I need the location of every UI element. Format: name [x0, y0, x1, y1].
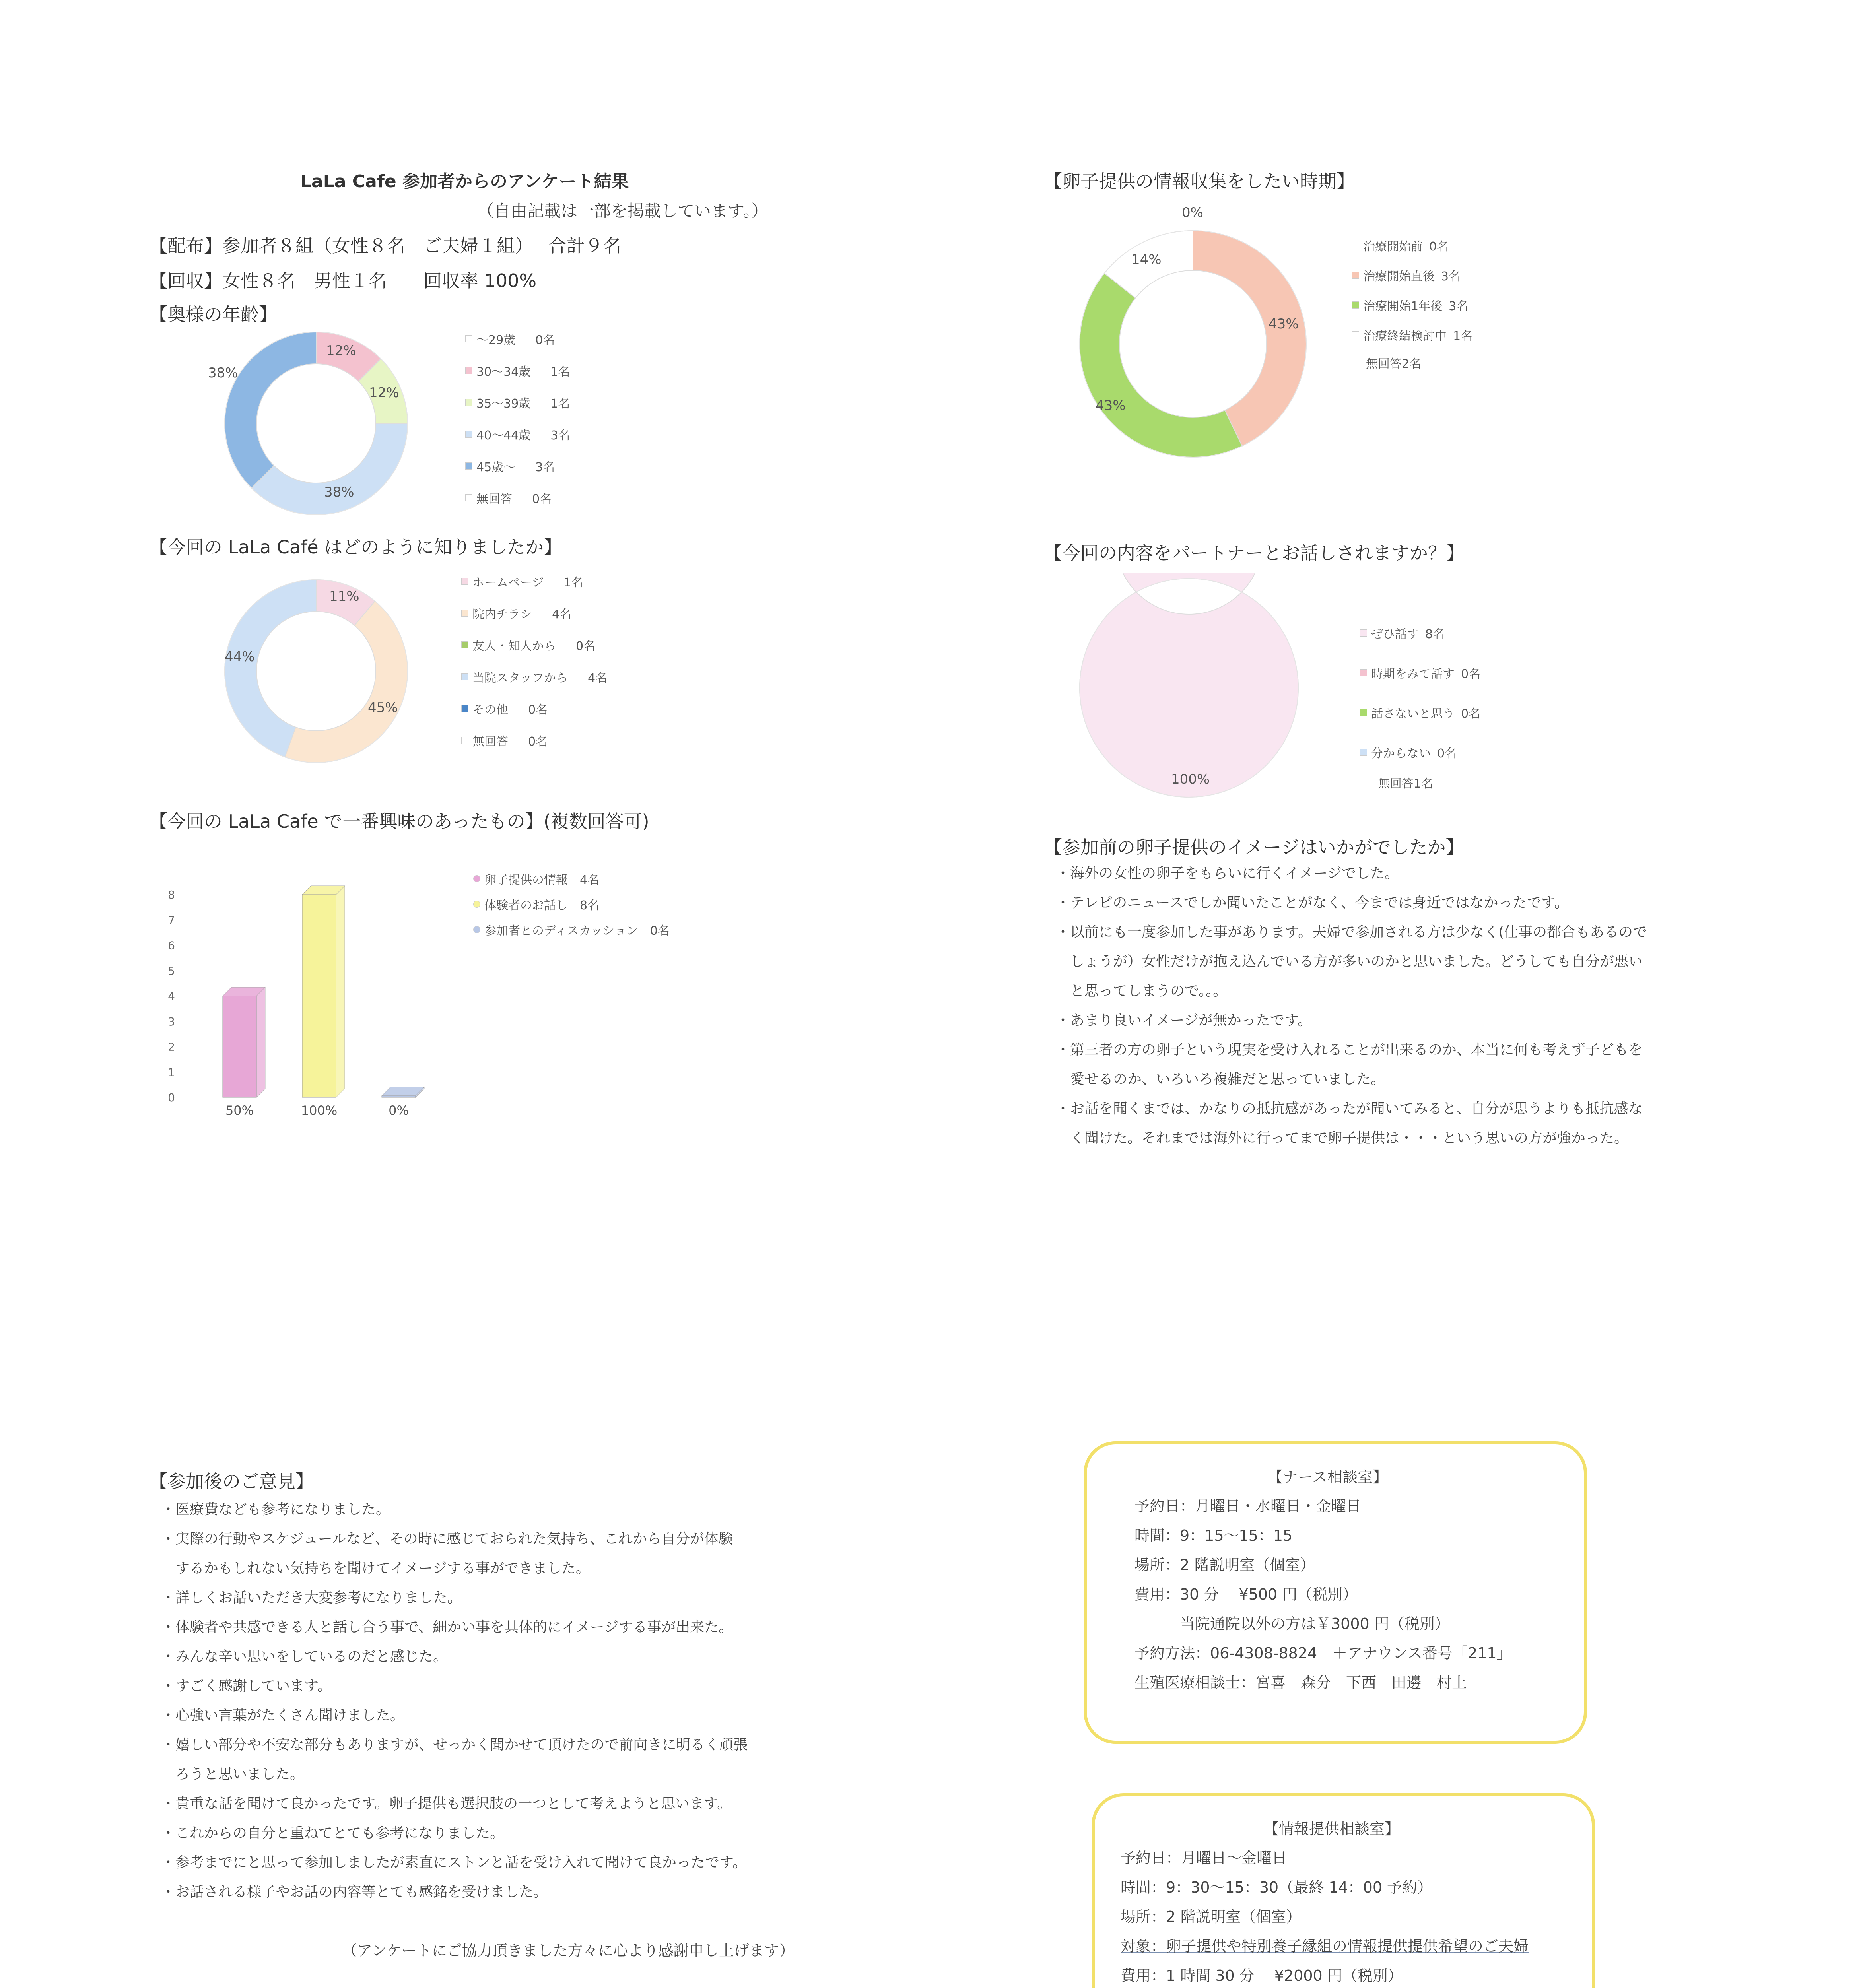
legend-label: 卵子提供の情報 — [484, 873, 568, 887]
list-item: ・第三者の方の卵子という現実を受け入れることが出来るのか、本当に何も考えず子どもを — [1056, 1042, 1643, 1058]
age-legend-item — [465, 489, 552, 507]
legend-label: 院内チラシ — [472, 608, 532, 621]
image-before-list — [1056, 859, 1647, 1153]
legend-label: ホームページ — [472, 576, 544, 590]
partner-no-answer: 無回答1名 — [1378, 777, 1434, 791]
legend-label: ～29歳 — [476, 333, 516, 347]
legend-swatch — [473, 875, 480, 882]
age-legend-item — [465, 362, 570, 379]
after-thanks: （アンケートにご協力頂きました方々に心より感謝申し上げます） — [342, 1942, 795, 1959]
y-tick-label: 4 — [168, 990, 175, 1003]
list-item: しょうが）女性だけが抱え込んでいる方が多いのかと思いました。どうしても自分が悪い — [1056, 953, 1643, 970]
list-item: 場所：2 階説明室（個室） — [1121, 1908, 1302, 1926]
list-item: ・これからの自分と重ねてとても参考になりました。 — [161, 1825, 505, 1841]
y-tick-label: 7 — [168, 913, 175, 927]
list-item: ろうと思いました。 — [161, 1766, 305, 1782]
timing-legend-item — [1352, 266, 1461, 284]
legend-swatch — [465, 462, 472, 470]
list-item: 対象：卵子提供や特別養子縁組の情報提供提供希望のご夫婦 — [1121, 1938, 1529, 1955]
list-item: 時間：9：30～15：30（最終 14：00 予約） — [1121, 1879, 1433, 1896]
list-item: 生殖医療相談士：宮喜 森分 下西 田邊 村上 — [1134, 1674, 1467, 1691]
age-donut-chart — [221, 328, 412, 519]
age-slice — [225, 332, 316, 488]
legend-count: 4名 — [588, 671, 608, 685]
list-item: 愛せるのか、いろいろ複雑だと思っていました。 — [1056, 1071, 1385, 1087]
legend-swatch — [465, 335, 472, 342]
legend-label: 35～39歳 — [476, 397, 531, 411]
legend-count: 0名 — [650, 924, 670, 938]
age-legend-item — [465, 394, 570, 411]
legend-count: 1名 — [550, 365, 570, 379]
list-item: と思ってしまうので。。。 — [1056, 983, 1228, 999]
list-item: ・心強い言葉がたくさん聞けました。 — [161, 1707, 405, 1724]
how-legend-item — [461, 604, 571, 622]
list-item: 場所：2 階説明室（個室） — [1134, 1556, 1315, 1574]
partner-slice — [1080, 573, 1298, 797]
y-tick-label: 6 — [168, 939, 175, 952]
legend-swatch — [461, 578, 468, 585]
image-before-heading: 【参加前の卵子提供のイメージはいかがでしたか】 — [1044, 837, 1464, 858]
timing-donut-chart — [1074, 225, 1312, 463]
partner-pct-label: 100% — [1171, 771, 1210, 787]
legend-swatch — [465, 494, 472, 501]
bar — [223, 996, 256, 1097]
list-item: 当院通院以外の方は￥3000 円（税別） — [1134, 1615, 1450, 1633]
timing-pct-label: 43% — [1269, 316, 1299, 332]
y-tick-label: 2 — [168, 1040, 175, 1054]
y-tick-label: 8 — [168, 888, 175, 901]
how-legend-item — [461, 636, 595, 654]
legend-label: 友人・知人から — [472, 639, 556, 653]
legend-label: その他 — [472, 703, 508, 717]
after-heading: 【参加後のご意見】 — [149, 1471, 314, 1492]
legend-count: 3名 — [535, 460, 555, 474]
legend-swatch — [465, 431, 472, 438]
timing-pct-label: 43% — [1096, 398, 1126, 414]
legend-count: 0名 — [1461, 707, 1481, 721]
info-room-title: 【情報提供相談室】 — [1264, 1820, 1400, 1838]
age-legend-item — [465, 457, 555, 475]
legend-count: 1名 — [1453, 329, 1473, 343]
legend-label: 体験者のお話し — [484, 899, 568, 912]
timing-pct-label: 0% — [1182, 205, 1203, 221]
list-item: 時間：9：15～15：15 — [1134, 1527, 1293, 1544]
list-item: ・お話される様子やお話の内容等とても感銘を受けました。 — [161, 1884, 548, 1900]
legend-count: 0名 — [535, 333, 555, 347]
interest-legend-item — [473, 921, 670, 938]
bar-pct-label: 0% — [389, 1103, 409, 1118]
list-item: 費用：30 分 ¥500 円（税別） — [1134, 1586, 1358, 1603]
legend-label: 30～34歳 — [476, 365, 531, 379]
legend-swatch — [461, 641, 468, 648]
how-pct-label: 44% — [225, 649, 255, 665]
how-slice — [285, 601, 408, 763]
legend-swatch — [461, 705, 468, 712]
partner-legend-item — [1360, 624, 1445, 642]
legend-swatch — [1360, 709, 1367, 716]
y-tick-label: 3 — [168, 1015, 175, 1028]
age-slice — [251, 423, 408, 515]
timing-legend-item — [1352, 326, 1472, 344]
legend-swatch — [473, 926, 480, 933]
age-pct-label: 38% — [324, 484, 354, 500]
interest-legend-item — [473, 870, 599, 887]
legend-swatch — [1352, 272, 1359, 279]
list-item: ・すごく感謝しています。 — [161, 1678, 332, 1694]
bar — [382, 1096, 416, 1097]
list-item: ・詳しくお話いただき大変参考になりました。 — [161, 1590, 462, 1606]
list-item: 予約日：月曜日～金曜日 — [1121, 1849, 1287, 1867]
legend-label: 40～44歳 — [476, 429, 531, 443]
timing-pct-label: 14% — [1131, 252, 1162, 268]
timing-heading: 【卵子提供の情報収集をしたい時期】 — [1044, 171, 1355, 192]
list-item: ・テレビのニュースでしか聞いたことがなく、今までは身近ではなかったです。 — [1056, 895, 1569, 911]
legend-count: 0名 — [1461, 667, 1481, 681]
legend-label: ぜひ話す — [1371, 627, 1419, 641]
bar-side — [336, 886, 345, 1097]
legend-label: 治療開始1年後 — [1363, 299, 1443, 313]
legend-swatch — [461, 673, 468, 680]
how-legend-item — [461, 573, 583, 590]
survey-note: （自由記載は一部を掲載しています。） — [477, 201, 768, 221]
partner-legend-item — [1360, 744, 1457, 761]
list-item: ・体験者や共感できる人と話し合う事で、細かい事を具体的にイメージする事が出来た。 — [161, 1619, 733, 1635]
list-item: 予約方法：06-4308-8824 ＋アナウンス番号「211」 — [1134, 1644, 1512, 1662]
distribution-line: 【配布】参加者８組（女性８名 ご夫婦１組） 合計９名 — [149, 235, 622, 256]
nurse-room-title: 【ナース相談室】 — [1268, 1468, 1388, 1486]
legend-swatch — [1352, 331, 1359, 338]
list-item: するかもしれない気持ちを聞けてイメージする事ができました。 — [161, 1560, 590, 1576]
age-pct-label: 12% — [369, 385, 399, 401]
legend-count: 3名 — [550, 429, 570, 443]
legend-count: 0名 — [1429, 240, 1449, 254]
y-tick-label: 1 — [168, 1066, 175, 1079]
nurse-room-box — [1084, 1441, 1587, 1744]
bar-side — [256, 987, 265, 1097]
y-tick-label: 0 — [168, 1091, 175, 1104]
list-item: ・参考までにと思って参加しましたが素直にストンと話を受け入れて聞けて良かったです。 — [161, 1854, 747, 1871]
legend-label: 治療開始直後 — [1363, 270, 1435, 283]
legend-count: 1名 — [550, 397, 570, 411]
timing-slice — [1193, 231, 1306, 446]
legend-label: 当院スタッフから — [472, 671, 568, 685]
legend-count: 4名 — [552, 608, 572, 621]
timing-legend-item — [1352, 296, 1468, 314]
list-item: ・実際の行動やスケジュールなど、その時に感じておられた気持ち、これから自分が体験 — [161, 1531, 733, 1547]
interest-legend-item — [473, 895, 599, 913]
legend-swatch — [1352, 301, 1359, 309]
how-pct-label: 11% — [329, 588, 359, 604]
age-pct-label: 38% — [208, 365, 238, 381]
partner-legend-item — [1360, 664, 1480, 681]
legend-swatch — [461, 610, 468, 617]
after-list — [161, 1495, 748, 1907]
how-legend-item — [461, 700, 548, 717]
legend-count: 4名 — [580, 873, 600, 887]
partner-legend-item — [1360, 704, 1480, 721]
timing-legend-item — [1352, 237, 1449, 254]
legend-label: 参加者とのディスカッション — [484, 924, 638, 938]
how-heading: 【今回の LaLa Café はどのように知りましたか】 — [149, 536, 562, 558]
legend-swatch — [465, 367, 472, 374]
legend-swatch — [1360, 669, 1367, 676]
legend-swatch — [473, 901, 480, 908]
list-item: 費用：1 時間 30 分 ¥2000 円（税別） — [1121, 1967, 1403, 1984]
legend-count: 3名 — [1441, 270, 1461, 283]
collection-line: 【回収】女性８名 男性１名 回収率 100% — [149, 270, 537, 291]
survey-title: LaLa Cafe 参加者からのアンケート結果 — [300, 171, 629, 192]
legend-count: 8名 — [1425, 627, 1445, 641]
age-legend-item — [465, 425, 570, 443]
legend-swatch — [461, 737, 468, 744]
legend-label: 分からない — [1371, 747, 1431, 761]
legend-count: 1名 — [563, 576, 583, 590]
timing-no-answer: 無回答2名 — [1366, 357, 1422, 371]
list-item: ・以前にも一度参加した事があります。夫婦で参加される方は少なく(仕事の都合もあるので — [1056, 924, 1647, 940]
legend-swatch — [1360, 629, 1367, 637]
legend-label: 治療終結検討中 — [1363, 329, 1447, 343]
list-item: ・みんな辛い思いをしているのだと感じた。 — [161, 1648, 448, 1665]
bar-pct-label: 100% — [301, 1103, 338, 1118]
interest-bar-chart — [151, 867, 469, 1121]
list-item: ・あまり良いイメージが無かったです。 — [1056, 1012, 1312, 1029]
info-room-box — [1092, 1793, 1595, 1988]
interest-heading: 【今回の LaLa Cafe で一番興味のあったもの】(複数回答可) — [149, 811, 649, 832]
legend-count: 8名 — [580, 899, 600, 912]
legend-count: 0名 — [528, 703, 548, 717]
y-tick-label: 5 — [168, 964, 175, 978]
list-item: ・海外の女性の卵子をもらいに行くイメージでした。 — [1056, 865, 1399, 881]
how-pct-label: 45% — [368, 700, 398, 716]
bar-pct-label: 50% — [225, 1103, 254, 1118]
age-legend-item — [465, 330, 555, 348]
how-donut-chart — [221, 576, 412, 767]
legend-label: 無回答 — [476, 492, 512, 506]
legend-label: 時期をみて話す — [1371, 667, 1455, 681]
legend-swatch — [1352, 242, 1359, 249]
legend-count: 0名 — [528, 735, 548, 749]
legend-label: 治療開始前 — [1363, 240, 1423, 254]
legend-count: 0名 — [1437, 747, 1457, 761]
list-item: 予約日：月曜日・水曜日・金曜日 — [1134, 1497, 1362, 1515]
age-heading: 【奥様の年齢】 — [149, 304, 277, 325]
legend-count: 3名 — [1449, 299, 1469, 313]
list-item: ・お話を聞くまでは、かなりの抵抗感があったが聞いてみると、自分が思うよりも抵抗感な — [1056, 1101, 1643, 1117]
list-item: ・嬉しい部分や不安な部分もありますが、せっかく聞かせて頂けたので前向きに明るく頑張 — [161, 1737, 748, 1753]
bar — [302, 895, 336, 1097]
list-item: ・医療費なども参考になりました。 — [161, 1501, 390, 1518]
list-item: ・貴重な話を聞けて良かったです。卵子提供も選択肢の一つとして考えようと思います。 — [161, 1796, 732, 1812]
legend-swatch — [1360, 749, 1367, 756]
partner-donut-chart — [1074, 573, 1304, 803]
age-pct-label: 12% — [326, 343, 356, 359]
legend-count: 0名 — [576, 639, 596, 653]
legend-label: 45歳～ — [476, 460, 516, 474]
legend-label: 無回答 — [472, 735, 508, 749]
partner-heading: 【今回の内容をパートナーとお話しされますか？】 — [1044, 542, 1465, 564]
legend-swatch — [465, 399, 472, 406]
timing-slice — [1080, 273, 1242, 457]
how-legend-item — [461, 732, 548, 749]
legend-count: 0名 — [532, 492, 552, 506]
list-item: く聞けた。それまでは海外に行ってまで卵子提供は・・・という思いの方が強かった。 — [1056, 1130, 1629, 1146]
how-legend-item — [461, 668, 607, 685]
legend-label: 話さないと思う — [1371, 707, 1455, 721]
